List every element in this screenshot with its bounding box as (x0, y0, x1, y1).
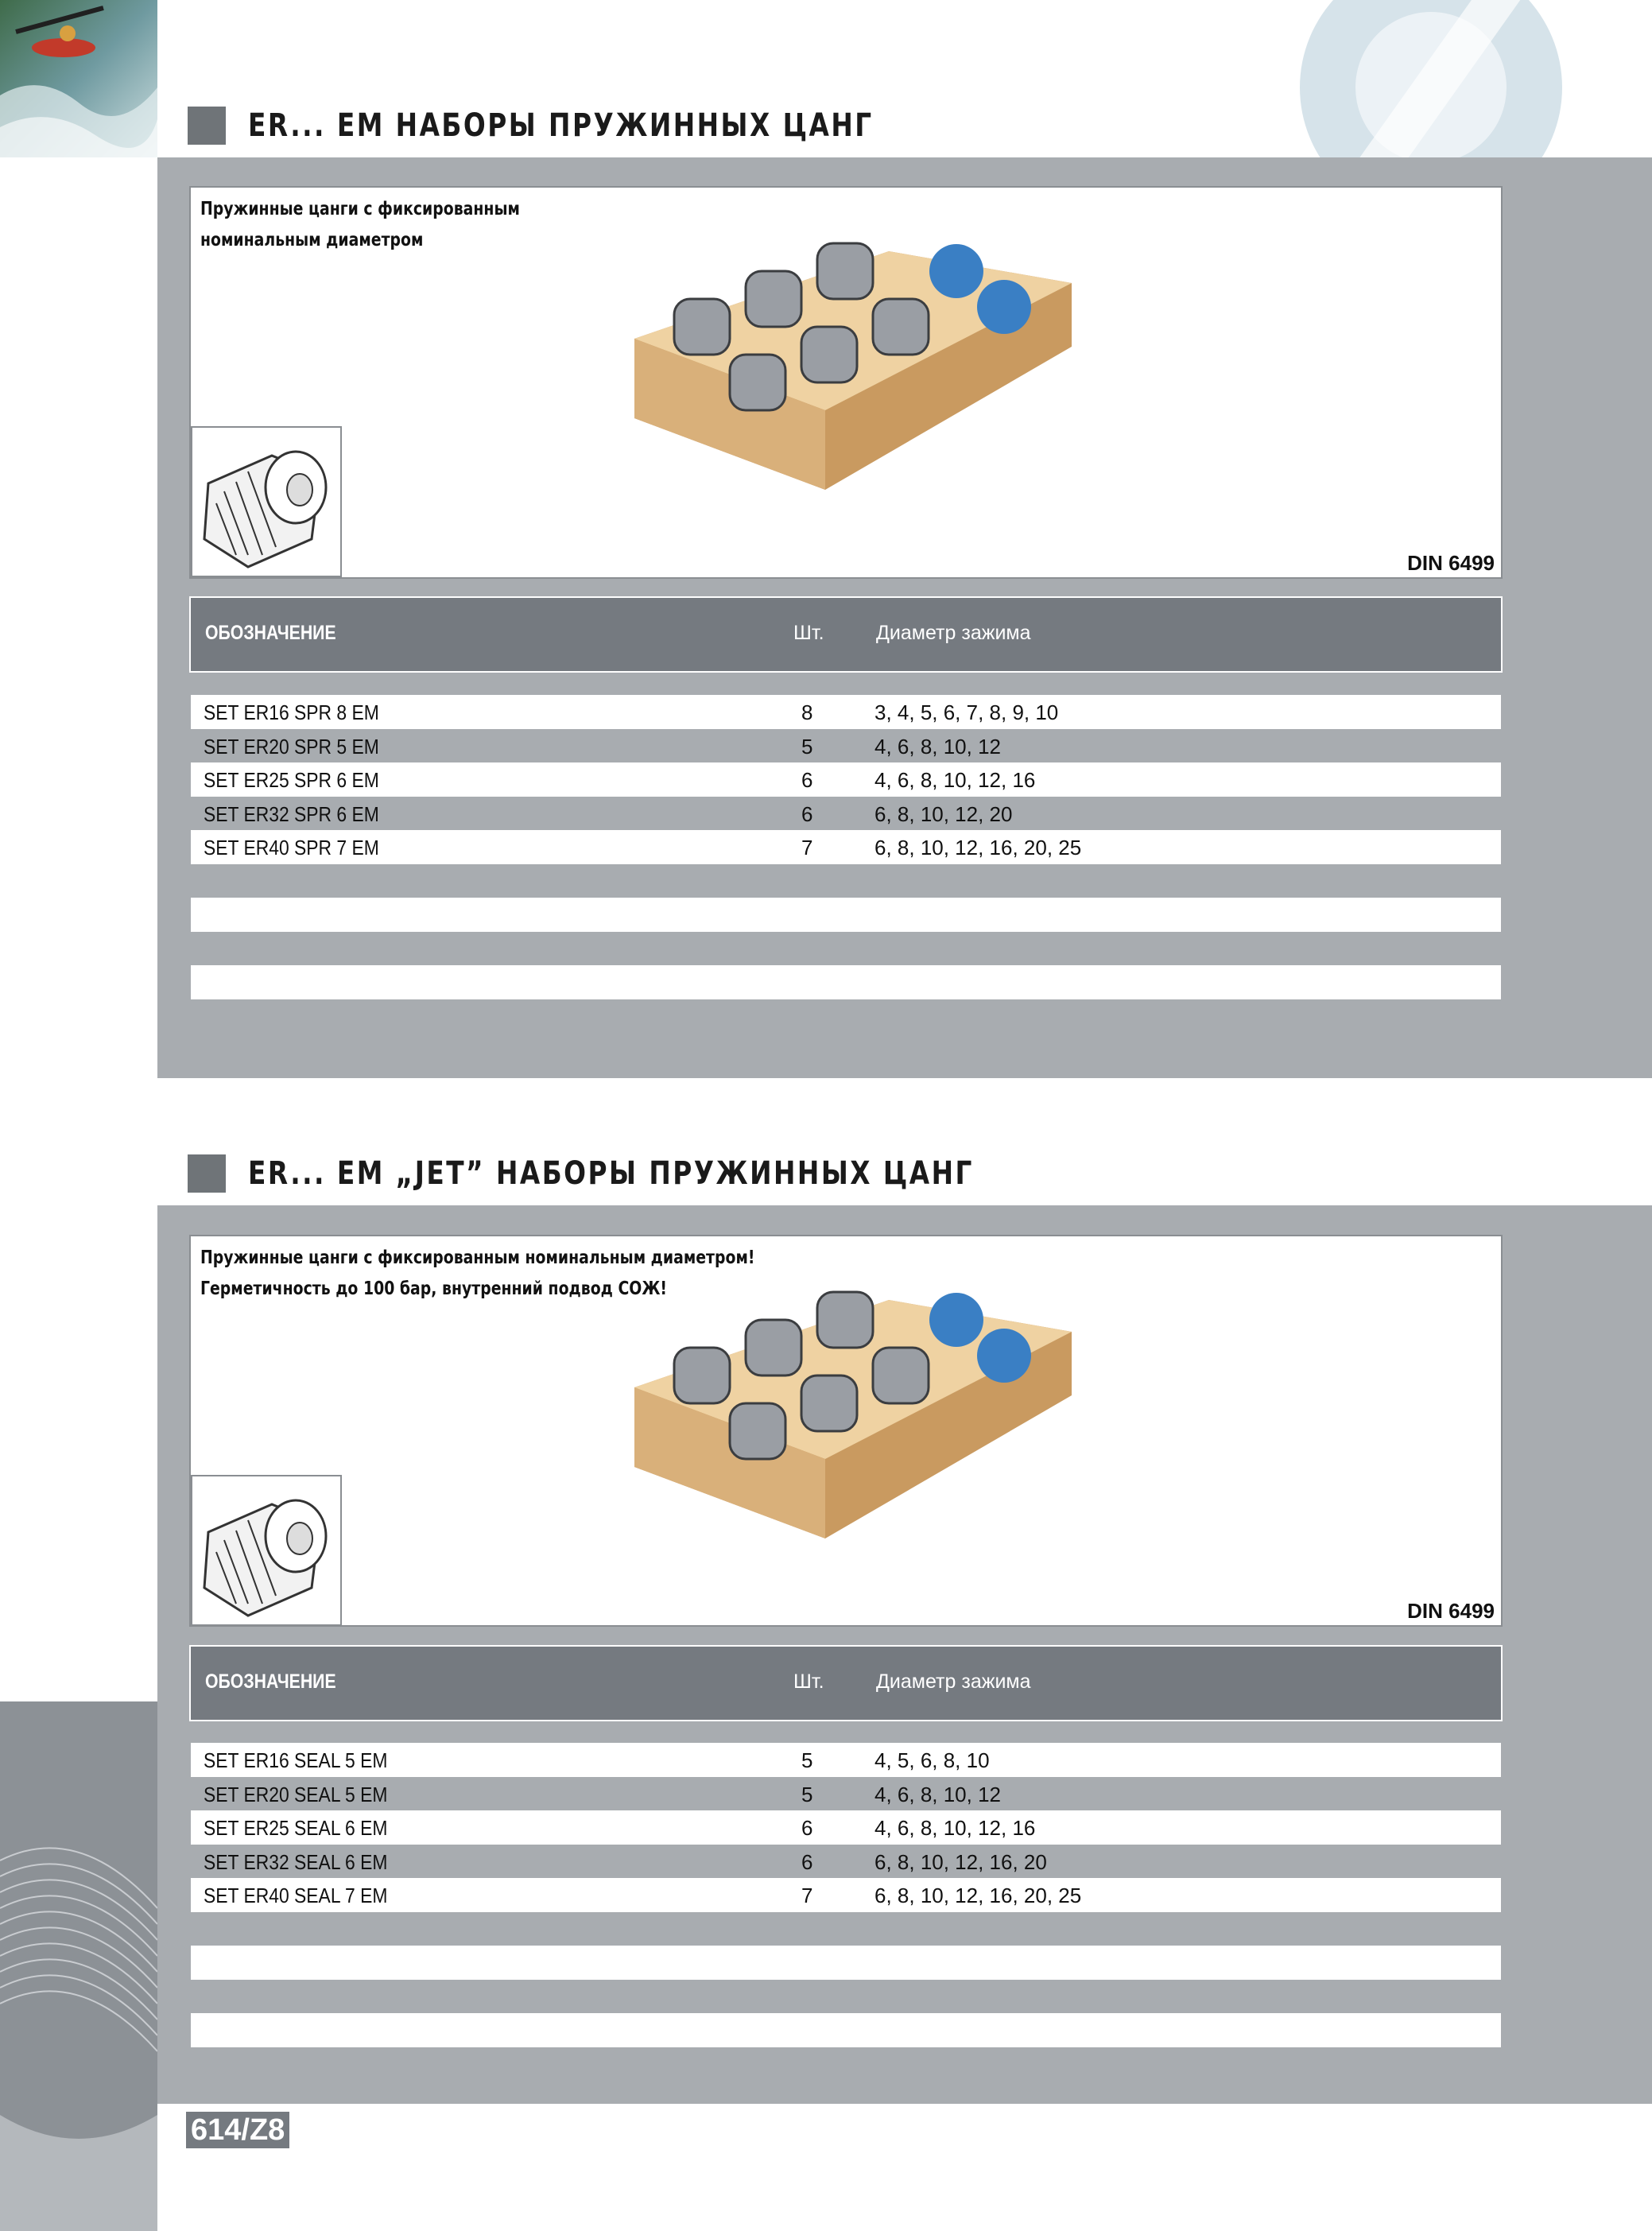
table-row (191, 1912, 1501, 1946)
table-row (191, 1810, 1501, 1845)
collet-thumbnail (191, 1475, 342, 1626)
table-header (189, 1645, 1503, 1721)
description-line: номинальным диаметром (200, 230, 424, 250)
table-row (191, 1743, 1501, 1777)
product-description (200, 194, 520, 256)
table-header (189, 596, 1503, 673)
cell-qty: 5 (801, 734, 813, 759)
page-number: 614/Z8 (186, 2112, 289, 2148)
cell-qty: 5 (801, 1782, 813, 1806)
cell-qty: 6 (801, 1849, 813, 1874)
cell-qty: 6 (801, 768, 813, 792)
cell-designation: SET ER20 SPR 5 EM (204, 734, 379, 759)
product-table (191, 695, 1501, 999)
cell-diameter: 4, 5, 6, 8, 10 (874, 1748, 990, 1772)
table-row (191, 695, 1501, 729)
product-panel (189, 1235, 1503, 1627)
cell-qty: 7 (801, 836, 813, 859)
title-marker (188, 107, 226, 145)
cell-designation: SET ER25 SEAL 6 EM (204, 1816, 388, 1840)
table-row (191, 864, 1501, 898)
cell-designation: SET ER20 SEAL 5 EM (204, 1782, 388, 1806)
description-line: Пружинные цанги с фиксированным номинальным диаметром! (200, 1247, 755, 1268)
collet-set-image (626, 235, 1103, 506)
table-row (191, 1845, 1501, 1879)
table-row (191, 965, 1501, 999)
product-panel (189, 186, 1503, 579)
table-row (191, 1946, 1501, 1980)
cell-qty: 6 (801, 801, 813, 826)
column-header-diameter: Диаметр зажима (876, 622, 1031, 644)
section-title (188, 1150, 1133, 1197)
cell-diameter: 6, 8, 10, 12, 16, 20, 25 (874, 1884, 1082, 1907)
cell-qty: 7 (801, 1884, 813, 1907)
column-header-designation: ОБОЗНАЧЕНИЕ (205, 622, 336, 644)
cell-designation: SET ER16 SEAL 5 EM (204, 1748, 388, 1772)
collet-thumbnail (191, 426, 342, 577)
title-marker (188, 1154, 226, 1193)
cell-diameter: 4, 6, 8, 10, 12, 16 (874, 768, 1036, 792)
cell-designation: SET ER32 SPR 6 EM (204, 801, 379, 826)
cell-designation: SET ER16 SPR 8 EM (204, 700, 379, 724)
description-line: Пружинные цанги с фиксированным (200, 199, 520, 219)
table-row (191, 797, 1501, 831)
cell-qty: 6 (801, 1816, 813, 1840)
standard-label: DIN 6499 (1407, 551, 1495, 575)
table-row (191, 898, 1501, 932)
cell-diameter: 6, 8, 10, 12, 20 (874, 801, 1013, 826)
table-row (191, 932, 1501, 966)
column-header-qty: Шт. (793, 1670, 824, 1693)
cell-diameter: 3, 4, 5, 6, 7, 8, 9, 10 (874, 700, 1059, 724)
cell-diameter: 6, 8, 10, 12, 16, 20, 25 (874, 836, 1082, 859)
cell-designation: SET ER25 SPR 6 EM (204, 768, 379, 792)
collet-set-image (626, 1284, 1103, 1554)
cell-designation: SET ER40 SEAL 7 EM (204, 1884, 388, 1907)
column-header-designation: ОБОЗНАЧЕНИЕ (205, 1670, 336, 1693)
decorative-wave-pattern (0, 1701, 157, 2231)
cell-diameter: 4, 6, 8, 10, 12, 16 (874, 1816, 1036, 1840)
cell-diameter: 4, 6, 8, 10, 12 (874, 734, 1002, 759)
cell-qty: 5 (801, 1748, 813, 1772)
table-row (191, 762, 1501, 797)
cell-diameter: 4, 6, 8, 10, 12 (874, 1782, 1002, 1806)
product-table (191, 1743, 1501, 2047)
standard-label: DIN 6499 (1407, 1599, 1495, 1623)
table-row (191, 1777, 1501, 1811)
kayak-photo (0, 0, 157, 157)
description-line: Герметичность до 100 бар, внутренний подвод СОЖ! (200, 1278, 668, 1299)
section-title (188, 102, 1010, 149)
column-header-diameter: Диаметр зажима (876, 1670, 1031, 1693)
section-title-text: ER... EM НАБОРЫ ПРУЖИННЫХ ЦАНГ (248, 107, 874, 144)
cell-designation: SET ER32 SEAL 6 EM (204, 1849, 388, 1874)
table-row (191, 1980, 1501, 2014)
column-header-qty: Шт. (793, 622, 824, 644)
table-row (191, 1878, 1501, 1912)
cell-qty: 8 (801, 700, 813, 724)
table-row (191, 2013, 1501, 2047)
table-row (191, 830, 1501, 864)
cell-designation: SET ER40 SPR 7 EM (204, 836, 379, 859)
section-title-text: ER... EM „JET” НАБОРЫ ПРУЖИННЫХ ЦАНГ (248, 1155, 974, 1192)
table-row (191, 729, 1501, 763)
cell-diameter: 6, 8, 10, 12, 16, 20 (874, 1849, 1047, 1874)
